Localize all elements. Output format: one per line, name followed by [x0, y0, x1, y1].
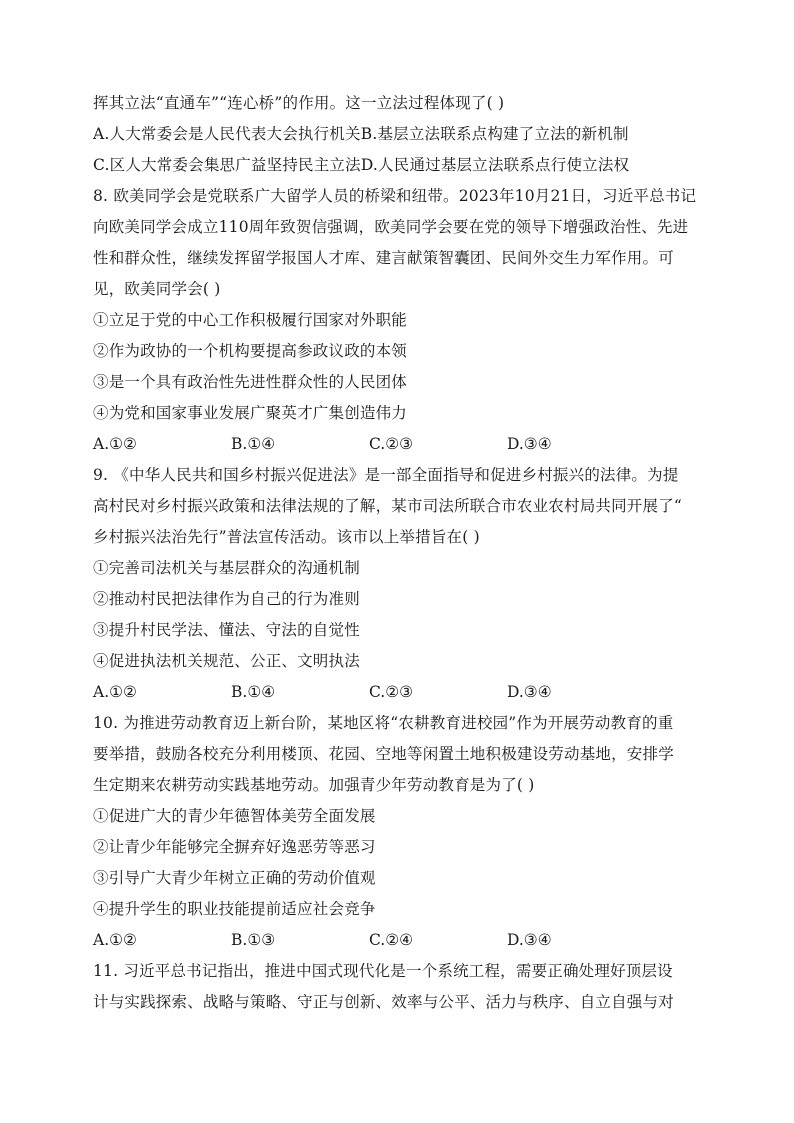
q8-item: ②作为政协的一个机构要提高参政议政的本领: [93, 342, 408, 360]
q8-stem-line: 见，欧美同学会( ): [93, 280, 221, 298]
q8-item: ①立足于党的中心工作积极履行国家对外职能: [93, 311, 408, 329]
q10-options: [93, 925, 713, 956]
q10-item: ①促进广大的青少年德智体美劳全面发展: [93, 807, 376, 825]
q8-item: ④为党和国家事业发展广聚英才广集创造伟力: [93, 404, 408, 422]
q9-option-a: A.①②: [93, 683, 137, 701]
q9-option-d: D.③④: [507, 683, 552, 701]
q7-stem-line: 挥其立法“直通车”“连心桥”的作用。这一立法过程体现了( ): [93, 94, 505, 112]
q7-options-row-1: [93, 119, 713, 150]
q9-option-c: C.②③: [369, 683, 414, 701]
q9-item: ①完善司法机关与基层群众的沟通机制: [93, 559, 360, 577]
q11-stem-line: 计与实践探索、战略与策略、守正与创新、效率与公平、活力与秩序、自立自强与对: [93, 993, 674, 1011]
q9-option-b: B.①④: [231, 683, 276, 701]
q10-option-a: A.①②: [93, 931, 137, 949]
q8-stem-line: 性和群众性，继续发挥留学报国人才库、建言献策智囊团、民间外交生力军作用。可: [93, 249, 674, 267]
q8-option-d: D.③④: [507, 435, 552, 453]
q9-options: [93, 677, 713, 708]
q9-stem-line: 9. 《中华人民共和国乡村振兴促进法》是一部全面指导和促进乡村振兴的法律。为提: [93, 466, 679, 484]
q9-item: ④促进执法机关规范、公正、文明执法: [93, 652, 360, 670]
q7-option-d: D.人民通过基层立法联系点行使立法权: [360, 156, 630, 174]
q10-stem-line: 生定期来农耕劳动实践基地劳动。加强青少年劳动教育是为了( ): [93, 776, 535, 794]
q7-option-a: A.人大常委会是人民代表大会执行机关: [93, 125, 361, 143]
q8-stem-line: 向欧美同学会成立110周年致贺信强调，欧美同学会要在党的领导下增强政治性、先进: [93, 218, 689, 236]
q8-option-a: A.①②: [93, 435, 137, 453]
q7-option-c: C.区人大常委会集思广益坚持民主立法: [93, 156, 361, 174]
q8-option-b: B.①④: [231, 435, 276, 453]
q9-stem-line: 乡村振兴法治先行”普法宣传活动。该市以上举措旨在( ): [93, 528, 480, 546]
q10-stem-line: 要举措，鼓励各校充分利用楼顶、花园、空地等闲置土地积极建设劳动基地，安排学: [93, 745, 674, 763]
q7-option-b: B.基层立法联系点构建了立法的新机制: [360, 125, 629, 143]
q10-item: ③引导广大青少年树立正确的劳动价值观: [93, 869, 376, 887]
q9-item: ②推动村民把法律作为自己的行为准则: [93, 590, 360, 608]
q8-item: ③是一个具有政治性先进性群众性的人民团体: [93, 373, 408, 391]
q10-option-c: C.②④: [369, 931, 414, 949]
exam-page: [93, 88, 713, 1018]
q8-stem-line: 8. 欧美同学会是党联系广大留学人员的桥梁和纽带。2023年10月21日，习近平总书记: [93, 187, 697, 205]
q8-option-c: C.②③: [369, 435, 414, 453]
q11-stem-line: 11. 习近平总书记指出，推进中国式现代化是一个系统工程，需要正确处理好顶层设: [93, 962, 673, 980]
q10-stem-line: 10. 为推进劳动教育迈上新台阶，某地区将“农耕教育进校园”作为开展劳动教育的重: [93, 714, 674, 732]
q9-stem-line: 高村民对乡村振兴政策和法律法规的了解，某市司法所联合市农业农村局共同开展了“: [93, 497, 683, 515]
q10-item: ④提升学生的职业技能提前适应社会竞争: [93, 900, 376, 918]
q10-item: ②让青少年能够完全摒弃好逸恶劳等恶习: [93, 838, 376, 856]
q10-option-d: D.③④: [507, 931, 552, 949]
q9-item: ③提升村民学法、懂法、守法的自觉性: [93, 621, 360, 639]
q7-options-row-2: [93, 150, 713, 181]
q10-option-b: B.①③: [231, 931, 276, 949]
q8-options: [93, 429, 713, 460]
